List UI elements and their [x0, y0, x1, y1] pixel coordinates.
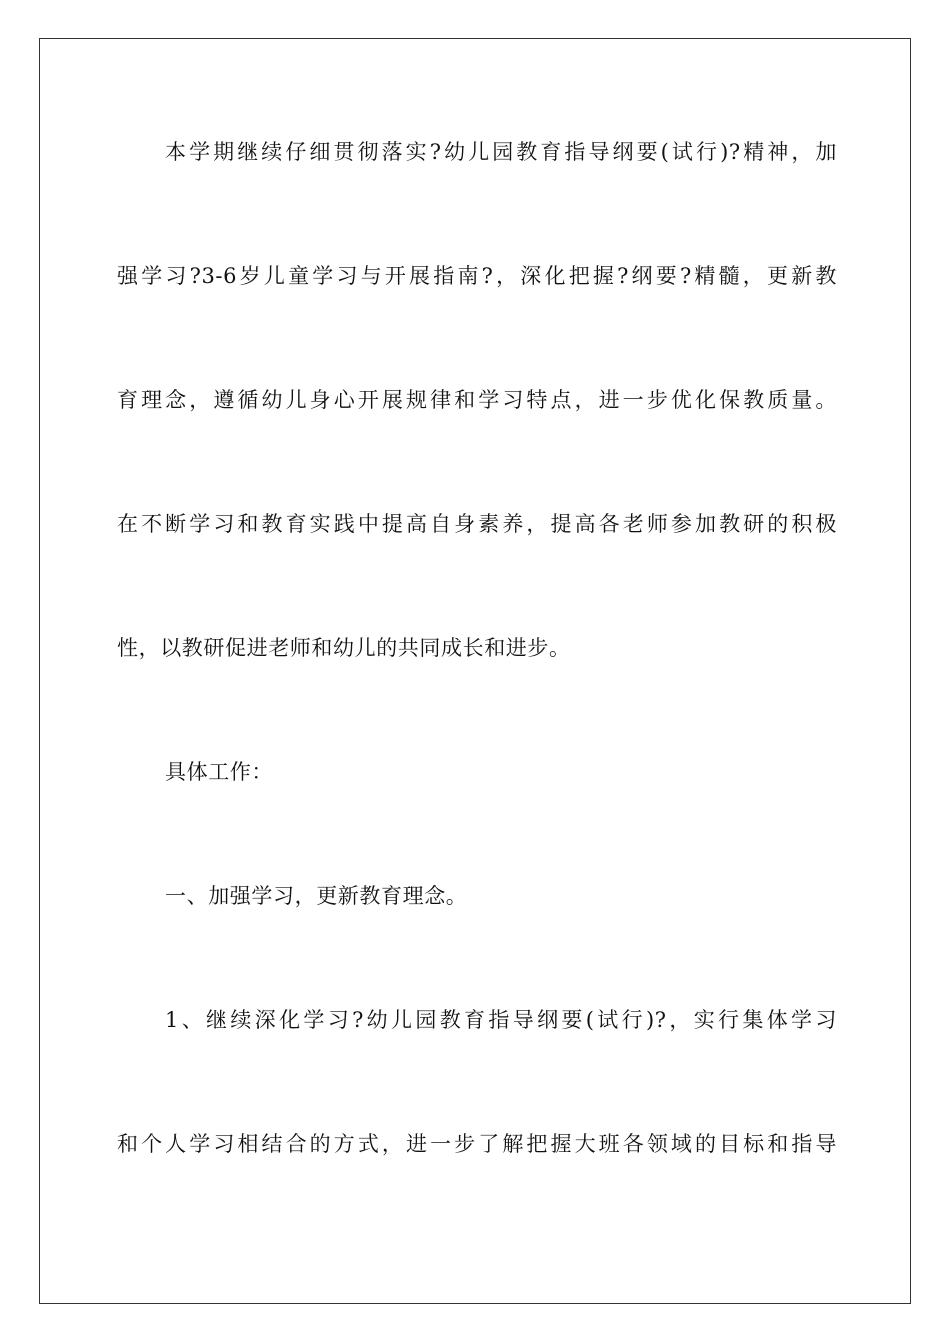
list-item-1-line-1: 1、继续深化学习?幼儿园教育指导纲要(试行)?，实行集体学习	[165, 1008, 837, 1032]
paragraph-line-4: 在不断学习和教育实践中提高自身素养，提高各老师参加教研的积极	[117, 512, 837, 536]
paragraph-line-1: 本学期继续仔细贯彻落实?幼儿园教育指导纲要(试行)?精神，加	[165, 140, 837, 164]
page-border	[39, 38, 911, 1304]
paragraph-line-3: 育理念，遵循幼儿身心开展规律和学习特点，进一步优化保教质量。	[117, 388, 837, 412]
section-heading-1: 一、加强学习，更新教育理念。	[165, 884, 468, 908]
section-label: 具体工作：	[165, 760, 273, 784]
paragraph-line-5: 性，以教研促进老师和幼儿的共同成长和进步。	[117, 636, 571, 660]
paragraph-line-2: 强学习?3-6岁儿童学习与开展指南?，深化把握?纲要?精髓，更新教	[117, 264, 837, 288]
list-item-1-line-2: 和个人学习相结合的方式，进一步了解把握大班各领域的目标和指导	[117, 1132, 837, 1156]
